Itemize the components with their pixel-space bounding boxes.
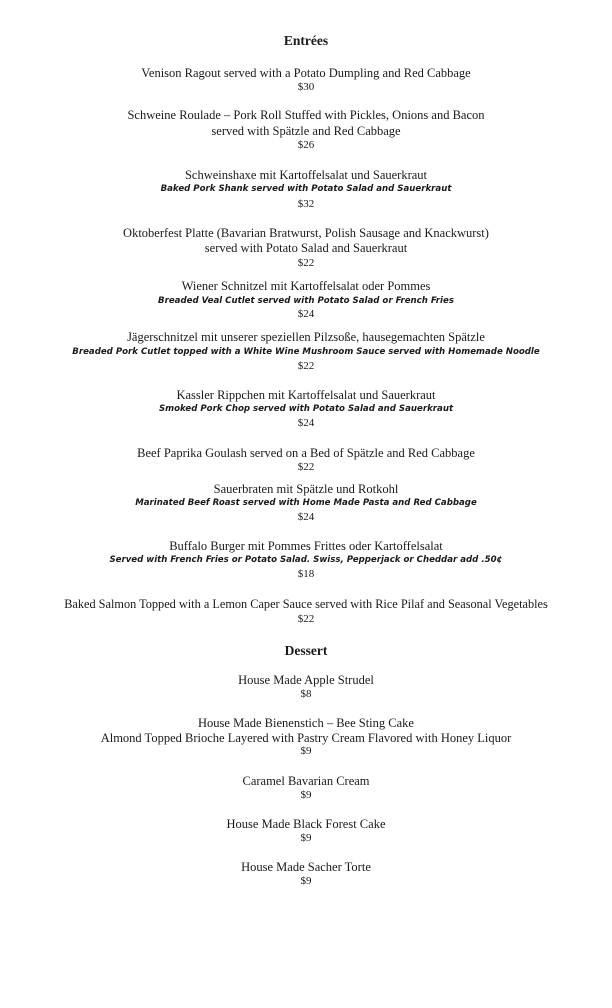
item-price: $8 xyxy=(300,688,312,700)
item-title: Beef Paprika Goulash served on a Bed of Spätzle and Red Cabbage xyxy=(137,446,475,460)
item-title: Kassler Rippchen mit Kartoffelsalat und Sauerkraut xyxy=(176,388,436,402)
item-title-continued: served with Spätzle and Red Cabbage xyxy=(211,124,401,138)
item-subtitle: Marinated Beef Roast served with Home Made Pasta and Red Cabbage xyxy=(135,498,477,508)
item-title: House Made Sacher Torte xyxy=(241,860,371,874)
item-price: $30 xyxy=(297,81,315,93)
item-price: $22 xyxy=(297,613,315,625)
item-title: Oktoberfest Platte (Bavarian Bratwurst, Polish Sausage and Knackwurst) xyxy=(123,226,489,240)
item-price: $32 xyxy=(297,198,315,210)
item-price: $22 xyxy=(297,257,315,269)
item-subtitle: Smoked Pork Chop served with Potato Salad and Sauerkraut xyxy=(158,404,454,414)
item-price: $22 xyxy=(297,360,315,372)
item-title: Sauerbraten mit Spätzle und Rotkohl xyxy=(213,482,399,496)
item-subtitle: Breaded Veal Cutlet served with Potato Salad or French Fries xyxy=(158,296,454,306)
entrees-heading: Entrées xyxy=(283,33,329,48)
item-price: $18 xyxy=(297,568,315,580)
item-price: $24 xyxy=(297,511,315,523)
item-subtitle: Breaded Pork Cutlet topped with a White Wine Mushroom Sauce served with Homemade Noodle xyxy=(72,347,540,357)
item-price: $22 xyxy=(297,461,315,473)
item-subtitle: Baked Pork Shank served with Potato Salad and Sauerkraut xyxy=(160,184,452,194)
item-title: House Made Black Forest Cake xyxy=(226,817,386,831)
item-title: Wiener Schnitzel mit Kartoffelsalat oder Pommes xyxy=(181,279,431,293)
item-price: $9 xyxy=(300,789,312,801)
item-title: Baked Salmon Topped with a Lemon Caper Sauce served with Rice Pilaf and Seasonal Vegetables xyxy=(64,597,548,611)
item-price: $9 xyxy=(300,745,312,757)
item-title: Schweine Roulade – Pork Roll Stuffed with Pickles, Onions and Bacon xyxy=(127,108,485,122)
item-title: Buffalo Burger mit Pommes Frittes oder Kartoffelsalat xyxy=(169,539,443,553)
item-price: $9 xyxy=(300,832,312,844)
item-price: $26 xyxy=(297,139,315,151)
item-title: Venison Ragout served with a Potato Dumpling and Red Cabbage xyxy=(141,66,471,80)
item-price: $24 xyxy=(297,417,315,429)
item-subtitle: Served with French Fries or Potato Salad. Swiss, Pepperjack or Cheddar add .50¢ xyxy=(109,555,503,565)
item-title: House Made Bienenstich – Bee Sting Cake xyxy=(198,716,414,730)
item-price: $24 xyxy=(297,308,315,320)
item-title-continued: served with Potato Salad and Sauerkraut xyxy=(204,241,408,255)
item-price: $9 xyxy=(300,875,312,887)
item-title-continued: Almond Topped Brioche Layered with Pastry Cream Flavored with Honey Liquor xyxy=(100,731,512,745)
dessert-heading: Dessert xyxy=(284,643,328,658)
item-title: Jägerschnitzel mit unserer speziellen Pilzsoße, hausegemachten Spätzle xyxy=(127,330,485,344)
item-title: House Made Apple Strudel xyxy=(238,673,374,687)
item-title: Schweinshaxe mit Kartoffelsalat und Sauerkraut xyxy=(184,168,428,182)
item-title: Caramel Bavarian Cream xyxy=(242,774,370,788)
